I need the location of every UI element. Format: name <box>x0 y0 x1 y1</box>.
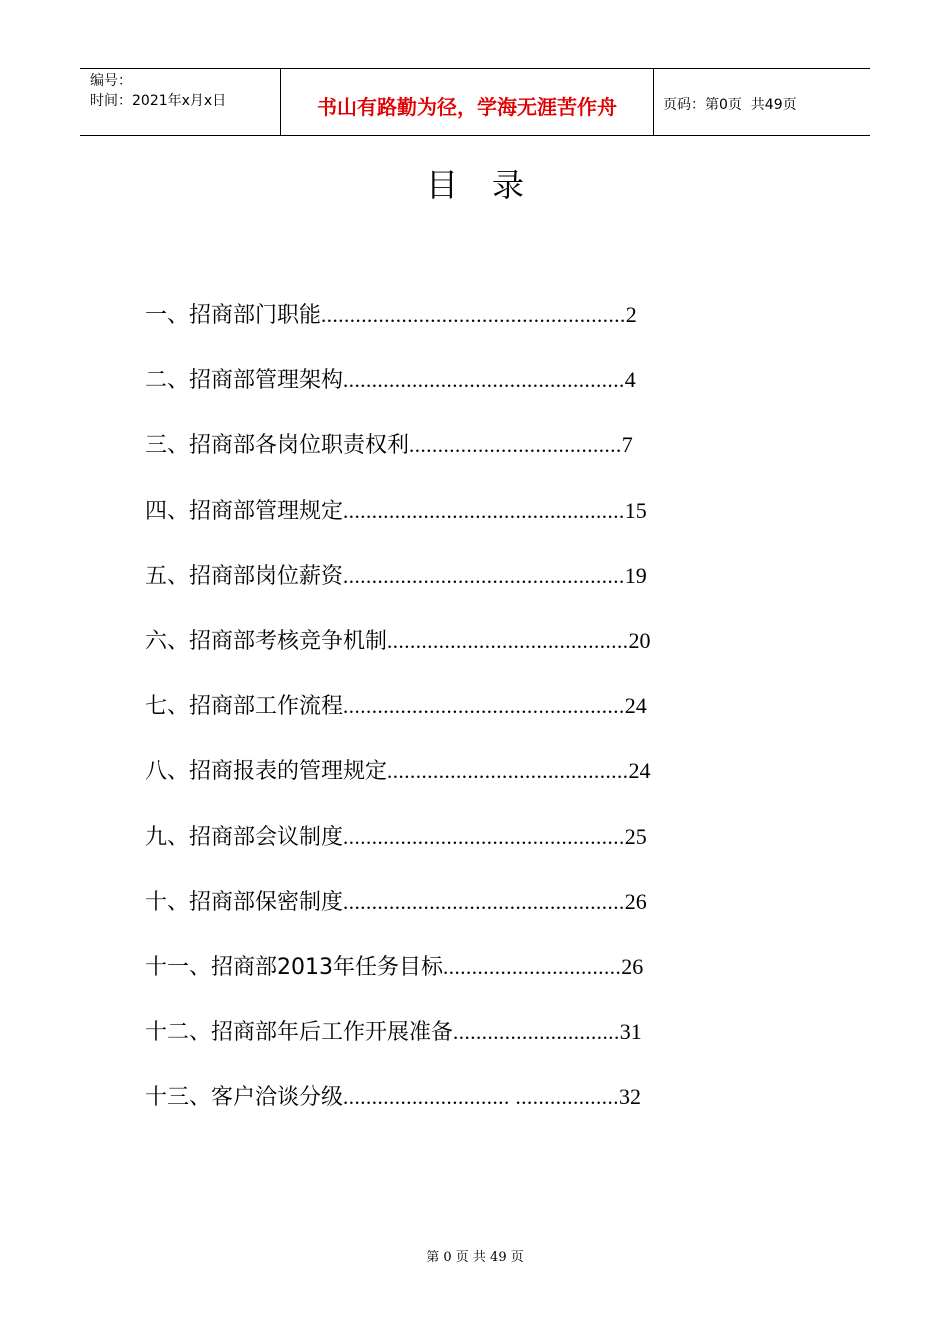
toc-entry[interactable] <box>145 363 745 428</box>
toc-entry-page-number: 4 <box>624 367 636 393</box>
toc-entry-page-number: 25 <box>624 823 647 849</box>
header-page-info: 页码：第0页 共49页 <box>663 97 797 113</box>
toc-entry-label: 十一、招商部2013年任务目标 <box>145 954 443 980</box>
toc-entry-leader: ................................................. <box>343 563 625 588</box>
toc-entry[interactable] <box>145 689 745 754</box>
table-of-contents <box>145 298 745 1145</box>
toc-entry[interactable] <box>145 1080 745 1145</box>
toc-entry-label: 三、招商部各岗位职责权利 <box>145 433 410 459</box>
toc-entry-page-number: 26 <box>624 888 647 914</box>
toc-entry-label: 八、招商报表的管理规定 <box>145 759 388 785</box>
page-title: 目录 <box>425 166 558 204</box>
toc-entry-label: 二、招商部管理架构 <box>145 368 344 394</box>
toc-entry-leader: ............................. <box>453 1020 620 1045</box>
toc-entry-page-number: 7 <box>621 432 633 458</box>
toc-entry-leader: ................................................. <box>343 368 625 393</box>
toc-entry-page-number: 20 <box>628 627 651 653</box>
toc-entry-page-number: 19 <box>624 562 647 588</box>
toc-entry-label: 六、招商部考核竞争机制 <box>145 628 388 654</box>
toc-entry-label: 十二、招商部年后工作开展准备 <box>145 1020 454 1046</box>
toc-entry-label: 一、招商部门职能 <box>145 303 322 328</box>
toc-entry-page-number: 31 <box>619 1019 642 1045</box>
toc-entry-leader: ............................... <box>443 954 622 979</box>
toc-entry-leader: ............................. .................. <box>343 1085 620 1110</box>
toc-entry[interactable] <box>145 494 745 559</box>
header-number-label: 编号： <box>90 73 132 89</box>
toc-entry[interactable] <box>145 428 745 493</box>
toc-entry-leader: ..................................... <box>409 433 622 458</box>
header-meta <box>80 69 281 135</box>
header-motto: 书山有路勤为径，学海无涯苦作舟 <box>281 69 654 135</box>
toc-entry[interactable] <box>145 1015 745 1080</box>
page-header <box>80 68 870 136</box>
toc-entry-page-number: 32 <box>619 1084 642 1110</box>
toc-entry-leader: .......................................... <box>387 759 629 784</box>
toc-entry[interactable] <box>145 559 745 624</box>
toc-entry-label: 九、招商部会议制度 <box>145 824 344 850</box>
toc-entry-label: 七、招商部工作流程 <box>145 694 344 720</box>
toc-entry-leader: ................................................. <box>343 694 625 719</box>
toc-entry[interactable] <box>145 624 745 689</box>
toc-entry[interactable] <box>145 820 745 885</box>
toc-entry-leader: ................................................. <box>343 498 625 523</box>
toc-entry-label: 五、招商部岗位薪资 <box>145 563 344 589</box>
toc-entry-page-number: 24 <box>624 693 647 719</box>
toc-entry-page-number: 26 <box>621 953 644 979</box>
toc-entry-label: 十三、客户洽谈分级 <box>145 1085 344 1111</box>
header-time-label: 时间：2021年x月x日 <box>90 93 227 109</box>
toc-entry-page-number: 15 <box>624 497 647 523</box>
toc-entry[interactable] <box>145 950 745 1015</box>
toc-entry[interactable] <box>145 885 745 950</box>
toc-entry-leader: .......................................... <box>387 628 629 653</box>
toc-entry-leader: ................................................. <box>343 889 625 914</box>
toc-entry-leader: ................................................. <box>343 824 625 849</box>
toc-entry[interactable] <box>145 754 745 819</box>
toc-entry-label: 四、招商部管理规定 <box>145 498 344 524</box>
toc-entry[interactable] <box>145 298 745 363</box>
toc-entry-page-number: 2 <box>625 302 637 327</box>
toc-entry-page-number: 24 <box>628 758 651 784</box>
page-footer: 第 0 页 共 49 页 <box>426 1250 524 1265</box>
toc-entry-label: 十、招商部保密制度 <box>145 889 344 915</box>
toc-entry-leader: ..................................................... <box>321 303 626 327</box>
